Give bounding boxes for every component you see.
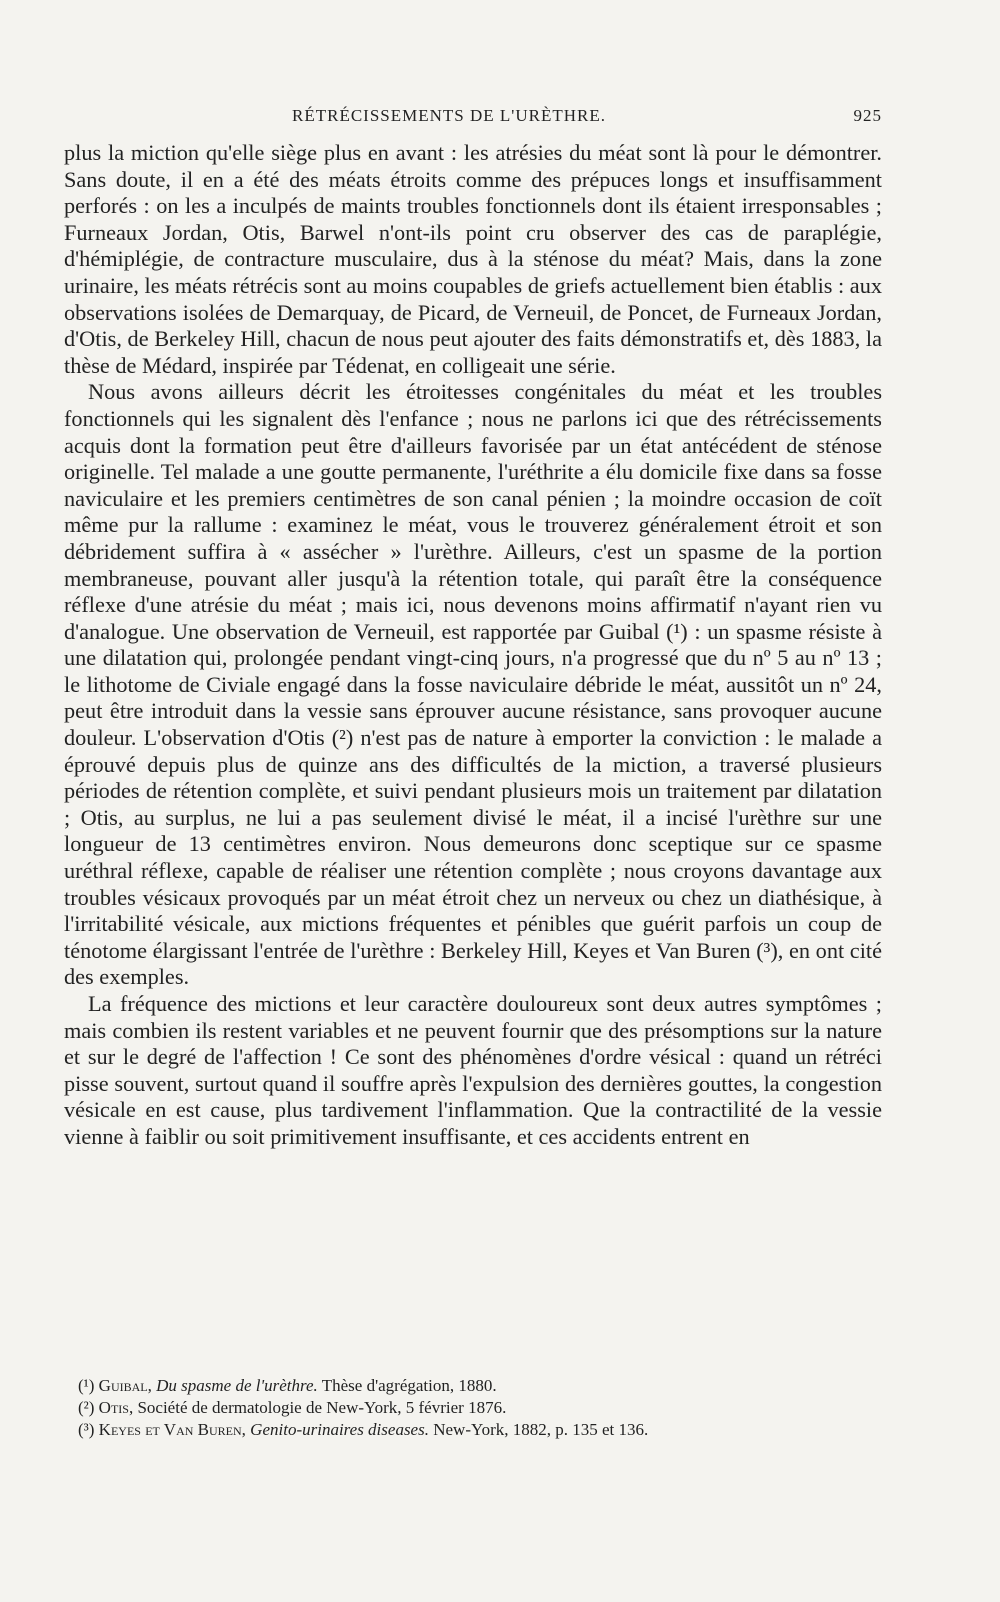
- footnote-author: Keyes et Van Buren,: [98, 1420, 246, 1439]
- footnote-title: Du spasme de l'urèthre.: [156, 1376, 318, 1395]
- body-text: [64, 140, 882, 1151]
- footnote: [78, 1397, 878, 1419]
- paragraph: Nous avons ailleurs décrit les étroitesses congénitales du méat et les troubles fonctionnels qui les signalent dès l'enfance ; nous ne parlons ici que des rétrécissements acquis dont la formation peut être d'ailleurs favorisée par un état antécédent de sténose originelle. Tel malade a une goutte permanente, l'uréthrite a élu domicile fixe dans sa fosse naviculaire et les premiers centimètres de son canal pénien ; la moindre occasion de coït même pur la rallume : examinez le méat, vous le trouverez généralement étroit et son débridement suffira à « assécher » l'urèthre. Ailleurs, c'est un spasme de la portion membraneuse, pouvant aller jusqu'à la rétention totale, qui paraît être la conséquence réflexe d'une atrésie du méat ; mais ici, nous devenons moins affirmatif n'ayant rien vu d'analogue. Une observation de Verneuil, est rapportée par Guibal (¹) : un spasme résiste à une dilatation qui, prolongée pendant vingt-cinq jours, n'a progressé que du nº 5 au nº 13 ; le lithotome de Civiale engagé dans la fosse naviculaire débride le méat, aussitôt un nº 24, peut être introduit dans la vessie sans éprouver aucune résistance, sans provoquer aucune douleur. L'observation d'Otis (²) n'est pas de nature à emporter la conviction : le malade a éprouvé depuis plus de quinze ans des difficultés de la miction, a traversé plusieurs périodes de rétention complète, et suivi pendant plusieurs mois un traitement par dilatation ; Otis, au surplus, ne lui a pas seulement divisé le méat, il a incisé l'urèthre sur une longueur de 13 centimètres environ. Nous demeurons donc sceptique sur ce spasme uréthral réflexe, capable de réaliser une rétention complète ; nous croyons davantage aux troubles vésicaux provoqués par un méat étroit chez un nerveux ou chez un diathésique, à l'irritabilité vésicale, aux mictions fréquentes et pénibles que guérit parfois un coup de ténotome élargissant l'entrée de l'urèthre : Berkeley Hill, Keyes et Van Buren (³), en ont cité des exemples.: [64, 379, 882, 990]
- running-title: RÉTRÉCISSEMENTS DE L'URÈTHRE.: [292, 106, 606, 125]
- footnote: [78, 1375, 878, 1397]
- footnote-mark: (¹): [78, 1376, 95, 1395]
- footnote-text: Société de dermatologie de New-York, 5 février 1876.: [137, 1398, 507, 1417]
- footnote-text: Thèse d'agrégation, 1880.: [321, 1376, 497, 1395]
- page-number: 925: [853, 106, 882, 125]
- footnote-author: Otis,: [98, 1398, 134, 1417]
- footnotes: [78, 1375, 878, 1441]
- footnote-mark: (²): [78, 1398, 95, 1417]
- footnote-mark: (³): [78, 1420, 95, 1439]
- footnote-title: Genito-urinaires diseases.: [250, 1420, 429, 1439]
- paragraph: plus la miction qu'elle siège plus en avant : les atrésies du méat sont là pour le démontrer. Sans doute, il en a été des méats étroits comme des prépuces longs et insuffisamment perforés : on les a inculpés de maints troubles fonctionnels dont ils étaient irresponsables ; Furneaux Jordan, Otis, Barwel n'ont-ils point cru observer des cas de paraplégie, d'hémiplégie, de contracture musculaire, dus à la sténose du méat? Mais, dans la zone urinaire, les méats rétrécis sont au moins coupables de griefs actuellement bien établis : aux observations isolées de Demarquay, de Picard, de Verneuil, de Poncet, de Furneaux Jordan, d'Otis, de Berkeley Hill, chacun de nous peut ajouter des faits démonstratifs et, dès 1883, la thèse de Médard, inspirée par Tédenat, en colligeait une série.: [64, 140, 882, 378]
- paragraph: La fréquence des mictions et leur caractère douloureux sont deux autres symptômes ; mais combien ils restent variables et ne peuvent fournir que des présomptions sur la nature et sur le degré de l'affection ! Ce sont des phénomènes d'ordre vésical : quand un rétréci pisse souvent, surtout quand il souffre après l'expulsion des dernières gouttes, la congestion vésicale en est cause, plus tardivement l'inflammation. Que la contractilité de la vessie vienne à faiblir ou soit primitivement insuffisante, et ces accidents entrent en: [64, 991, 882, 1149]
- footnote-text: New-York, 1882, p. 135 et 136.: [433, 1420, 649, 1439]
- footnote: [78, 1419, 878, 1441]
- footnote-author: Guibal,: [98, 1376, 152, 1395]
